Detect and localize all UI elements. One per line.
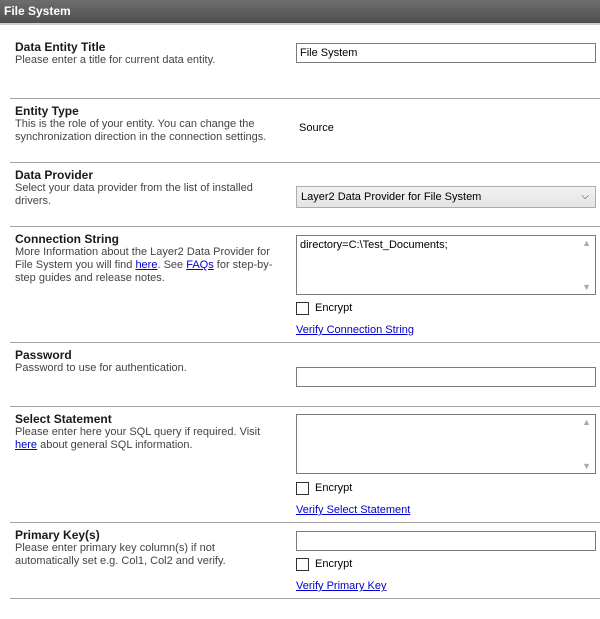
primary-keys-input[interactable] — [296, 531, 596, 551]
primary-keys-encrypt-label: Encrypt — [315, 558, 353, 570]
data-provider-label: Data Provider — [15, 168, 94, 182]
section-divider — [10, 598, 600, 599]
select-statement-label: Select Statement — [15, 412, 112, 426]
verify-select-statement-link[interactable]: Verify Select Statement — [296, 504, 411, 516]
chevron-down-icon: ⌵ — [581, 191, 589, 202]
entity-type-value: Source — [299, 122, 334, 134]
scroll-down-icon[interactable]: ▼ — [582, 461, 591, 471]
select-encrypt-label: Encrypt — [315, 482, 353, 494]
scroll-down-icon[interactable]: ▼ — [582, 282, 591, 292]
section-divider — [10, 342, 600, 343]
password-input[interactable] — [296, 367, 596, 387]
section-divider — [10, 226, 600, 227]
connection-string-desc: More Information about the Layer2 Data Provider for File System you will find here. See FAQs for step-by-step guides and release notes. — [15, 246, 273, 284]
faqs-link[interactable]: FAQs — [186, 259, 214, 271]
panel-title: File System — [0, 0, 600, 23]
title-divider — [0, 23, 600, 25]
scroll-up-icon[interactable]: ▲ — [582, 417, 591, 427]
connection-string-value: directory=C:\Test_Documents; — [300, 239, 448, 251]
entity-type-label: Entity Type — [15, 104, 79, 118]
password-desc: Password to use for authentication. — [15, 362, 187, 374]
entity-type-desc: This is the role of your entity. You can change the synchronization direction in the connection settings. — [15, 118, 267, 143]
connection-info-here-link[interactable]: here — [135, 259, 158, 271]
connection-encrypt-checkbox[interactable] — [296, 302, 309, 315]
data-provider-desc: Select your data provider from the list of installed drivers. — [15, 182, 253, 207]
data-entity-title-label: Data Entity Title — [15, 40, 106, 54]
section-divider — [10, 522, 600, 523]
password-label: Password — [15, 348, 72, 362]
section-divider — [10, 98, 600, 99]
data-provider-selected: Layer2 Data Provider for File System — [301, 191, 482, 203]
select-encrypt-checkbox[interactable] — [296, 482, 309, 495]
section-divider — [10, 162, 600, 163]
data-provider-select[interactable] — [296, 186, 596, 208]
data-entity-title-input[interactable] — [296, 43, 596, 63]
verify-connection-string-link[interactable]: Verify Connection String — [296, 324, 415, 336]
data-entity-title-desc: Please enter a title for current data entity. — [15, 54, 216, 66]
connection-string-label: Connection String — [15, 232, 119, 246]
select-statement-textarea[interactable] — [296, 414, 596, 474]
connection-string-textarea[interactable] — [296, 235, 596, 295]
primary-keys-encrypt-checkbox[interactable] — [296, 558, 309, 571]
scroll-up-icon[interactable]: ▲ — [582, 238, 591, 248]
select-statement-desc: Please enter here your SQL query if required. Visit here about general SQL information. — [15, 426, 261, 451]
primary-keys-label: Primary Key(s) — [15, 528, 100, 542]
connection-encrypt-label: Encrypt — [315, 302, 353, 314]
section-divider — [10, 406, 600, 407]
sql-info-here-link[interactable]: here — [15, 439, 38, 451]
primary-keys-desc: Please enter primary key column(s) if not automatically set e.g. Col1, Col2 and verify. — [15, 542, 226, 567]
verify-primary-key-link[interactable]: Verify Primary Key — [296, 580, 387, 592]
